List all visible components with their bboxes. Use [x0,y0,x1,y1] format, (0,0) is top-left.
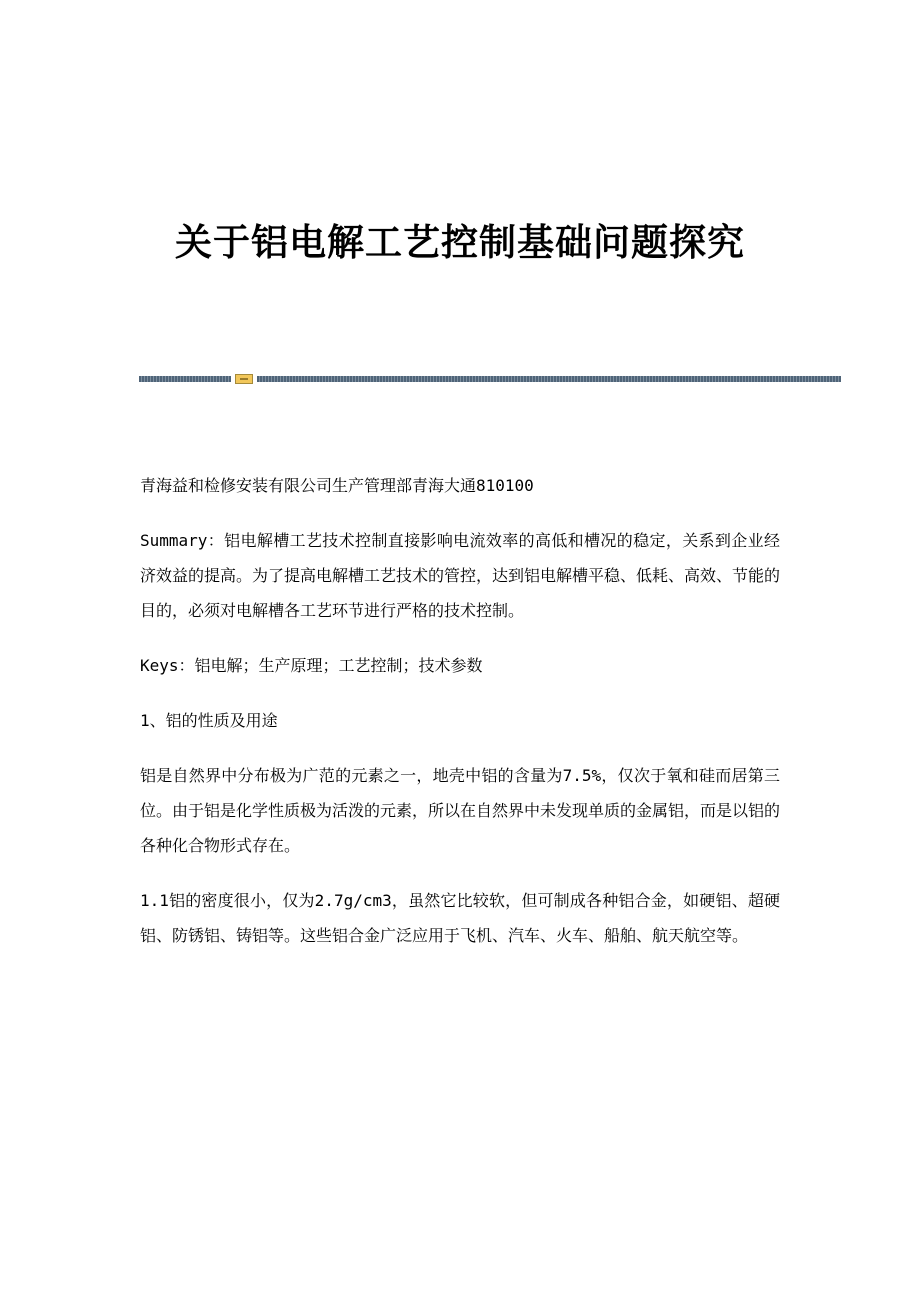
divider-bar-left [139,376,231,382]
keywords-paragraph: Keys：铝电解；生产原理；工艺控制；技术参数 [140,656,483,675]
document-body [140,468,780,973]
body-paragraph: 铝是自然界中分布极为广范的元素之一，地壳中铝的含量为7.5%，仅次于氧和硅而居第三位。由于铝是化学性质极为活泼的元素，所以在自然界中未发现单质的金属铝，而是以铝的各种化合物形式存在。 [140,766,781,855]
body-paragraph: 1.1铝的密度很小，仅为2.7g/cm3，虽然它比较软，但可制成各种铝合金，如硬铝、超硬铝、防锈铝、铸铝等。这些铝合金广泛应用于飞机、汽车、火车、船舶、航天航空等。 [140,891,780,945]
title-divider [139,374,841,384]
section-heading: 1、铝的性质及用途 [140,711,278,730]
summary-paragraph: Summary：铝电解槽工艺技术控制直接影响电流效率的高低和槽况的稳定，关系到企业经济效益的提高。为了提高电解槽工艺技术的管控，达到铝电解槽平稳、低耗、高效、节能的目的，必须对电解槽各工艺环节进行严格的技术控制。 [140,531,781,620]
divider-bar-right [257,376,841,382]
page-title: 关于铝电解工艺控制基础问题探究 [175,220,745,264]
author-affiliation: 青海益和检修安装有限公司生产管理部青海大通810100 [140,476,534,495]
divider-ornament-icon [235,374,253,384]
